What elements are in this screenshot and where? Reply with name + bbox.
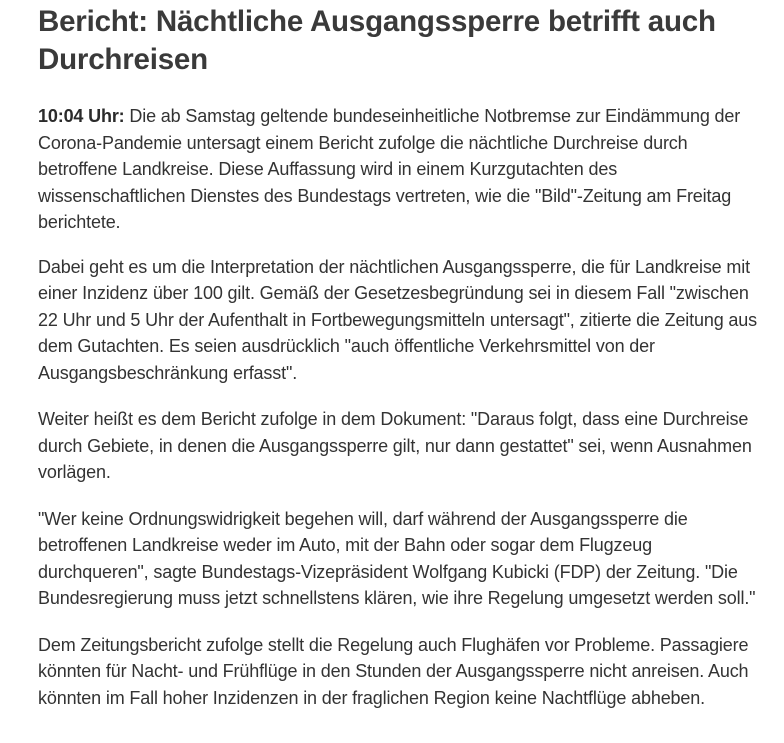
article-paragraph-5: Dem Zeitungsbericht zufolge stellt die Regelung auch Flughäfen vor Probleme. Passagiere könnten für Nacht- und Frühflüge in den Stunden der Ausgangssperre nicht anreisen. Auch könnten im Fall hoher Inzidenzen in der fraglichen Region keine Nachtflüge abheben. (38, 634, 749, 708)
article-headline: Bericht: Nächtliche Ausgangssperre betrifft auch Durchreisen (38, 5, 716, 76)
article-paragraph-3: Weiter heißt es dem Bericht zufolge in dem Dokument: "Daraus folgt, dass eine Durchreise durch Gebiete, in denen die Ausgangssperre gilt, nur dann gestattet" sei, wenn Ausnahmen vorlägen. (38, 409, 752, 482)
article-paragraph-1 (38, 103, 764, 236)
article-paragraph-1-text: Die ab Samstag geltende bundeseinheitliche Notbremse zur Eindämmung der Corona-Pandemie untersagt einem Bericht zufolge die nächtliche Durchreise durch betroffene Landkreise. Diese Auffassung wird in einem Kurzgutachten des wissenschaftlichen Dienstes des Bundestags vertreten, wie die "Bild"-Zeitung am Freitag berichtete. (38, 106, 741, 232)
article-paragraph-4: "Wer keine Ordnungswidrigkeit begehen will, darf während der Ausgangssperre die betroffenen Landkreise weder im Auto, mit der Bahn oder sogar dem Flugzeug durchqueren", sagte Bundestags-Vizepräsident Wolfgang Kubicki (FDP) der Zeitung. "Die Bundesregierung muss jetzt schnellstens klären, wie ihre Regelung umgesetzt werden soll." (38, 508, 756, 608)
article-paragraph-2: Dabei geht es um die Interpretation der nächtlichen Ausgangssperre, die für Landkreise mit einer Inzidenz über 100 gilt. Gemäß der Gesetzesbegründung sei in diesem Fall "zwischen 22 Uhr und 5 Uhr der Aufenthalt in Fortbewegungsmitteln untersagt", zitierte die Zeitung aus dem Gutachten. Es seien ausdrücklich "auch öffentliche Verkehrsmittel von der Ausgangsbeschränkung erfasst". (38, 256, 758, 383)
article-timestamp: 10:04 Uhr: (38, 106, 125, 126)
